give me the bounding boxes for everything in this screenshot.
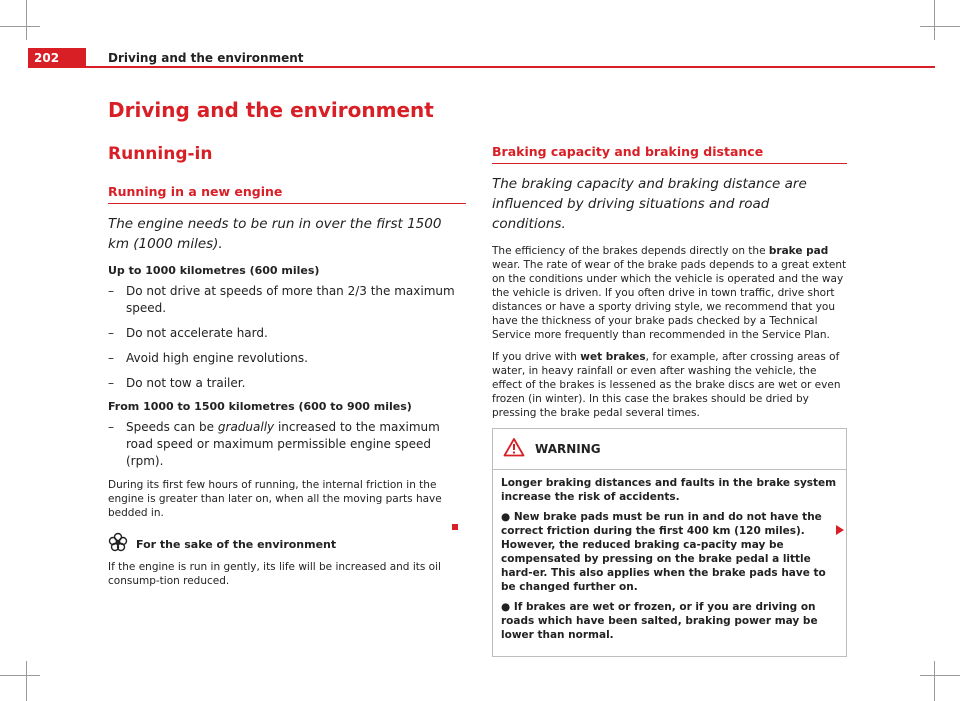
crop-mark: [0, 675, 40, 676]
warning-body: [493, 470, 846, 656]
text: increased to the maximum road speed or maximum permissible engine speed (rpm).: [126, 420, 440, 468]
crop-mark: [934, 661, 935, 701]
left-column: [108, 184, 466, 588]
bold-term: brake pad: [768, 245, 829, 257]
warning-bullet-text: New brake pads must be run in and do not have the correct friction during the first 400 km (120 miles). However, the reduced braking ca-pacity may be compensated by pressing on the brake pedal a little hard-er. This also applies when the brake pads have to be changed further on.: [501, 511, 826, 593]
crop-mark: [920, 675, 960, 676]
flower-icon: [108, 532, 128, 556]
continue-arrow-icon: [836, 520, 844, 539]
bold-term: wet brakes: [580, 351, 646, 363]
text: If you drive with: [492, 351, 577, 363]
warning-box: [492, 428, 847, 657]
warning-bullet: ● If brakes are wet or frozen, or if you are driving on roads which have been salted, braking power may be lower than normal.: [501, 601, 818, 641]
list-item: – Do not tow a trailer.: [108, 375, 466, 392]
page-number: 202: [28, 48, 86, 68]
lead-text: The braking capacity and braking distance are influenced by driving situations and road conditions.: [492, 176, 807, 232]
crop-mark: [920, 26, 960, 27]
warning-header: [493, 429, 846, 470]
subhead-running-in: Running in a new engine: [108, 184, 466, 204]
end-of-section-marker: [452, 524, 458, 530]
running-header: Driving and the environment: [108, 51, 304, 65]
label-1000-to-1500: From 1000 to 1500 kilometres (600 to 900 miles): [108, 400, 412, 413]
list-1000-to-1500: [108, 419, 466, 470]
text: The efficiency of the brakes depends directly on the: [492, 245, 766, 257]
list-item: – Avoid high engine revolutions.: [108, 350, 466, 367]
paragraph-wet-brakes: [492, 350, 847, 420]
warning-intro: Longer braking distances and faults in the brake system increase the risk of accidents.: [501, 477, 837, 503]
warning-triangle-icon: [503, 437, 525, 461]
environment-title: For the sake of the environment: [136, 537, 337, 551]
crop-mark: [26, 0, 27, 40]
warning-bullet-text: If brakes are wet or frozen, or if you are driving on roads which have been salted, braking power may be lower than normal.: [501, 601, 818, 641]
emphasis: gradually: [217, 420, 275, 434]
warning-title: WARNING: [535, 442, 601, 456]
list-up-to-1000: [108, 283, 466, 392]
environment-text: If the engine is run in gently, its life will be increased and its oil consump-tion reduced.: [108, 561, 441, 587]
crop-mark: [26, 661, 27, 701]
text: wear. The rate of wear of the brake pads depends to a great extent on the conditions under which the vehicle is operated and the way the vehicle is driven. If you often drive in town traffic, drive short distances or have a sporty driving style, we recommend that you have the thickness of your brake pads checked by a Technical Service more frequently than recommended in the Service Plan.: [492, 259, 847, 341]
crop-mark: [0, 26, 40, 27]
environment-heading: [108, 532, 466, 556]
text: Speeds can be: [126, 420, 215, 434]
text: , for example, after crossing areas of water, in heavy rainfall or even after washing the vehicle, the effect of the brakes is lessened as the brake discs are wet or even frozen (in winter). In this case the brakes should be dried by pressing the brake pedal several times.: [492, 351, 841, 419]
subhead-braking: Braking capacity and braking distance: [492, 144, 847, 164]
lead-text: The engine needs to be run in over the first 1500 km (1000 miles).: [108, 216, 442, 252]
header-rule: [86, 66, 935, 68]
label-up-to-1000: Up to 1000 kilometres (600 miles): [108, 264, 320, 277]
list-item: – Do not accelerate hard.: [108, 325, 466, 342]
warning-bullet: ● New brake pads must be run in and do not have the correct friction during the first 400 km (120 miles). However, the reduced braking ca-pacity may be compensated by pressing on the brake pedal a little hard-er. This also applies when the brake pads have to be changed further on.: [501, 511, 826, 593]
right-column: [492, 144, 847, 657]
note-text: During its first few hours of running, the internal friction in the engine is greater than later on, when all the moving parts have bedded in.: [108, 479, 442, 519]
chapter-title: Driving and the environment: [108, 98, 434, 122]
paragraph-brake-pads: [492, 244, 847, 342]
list-item: [108, 419, 466, 470]
crop-mark: [934, 0, 935, 40]
list-item: – Do not drive at speeds of more than 2/3 the maximum speed.: [108, 283, 466, 317]
section-title: Running-in: [108, 144, 213, 164]
